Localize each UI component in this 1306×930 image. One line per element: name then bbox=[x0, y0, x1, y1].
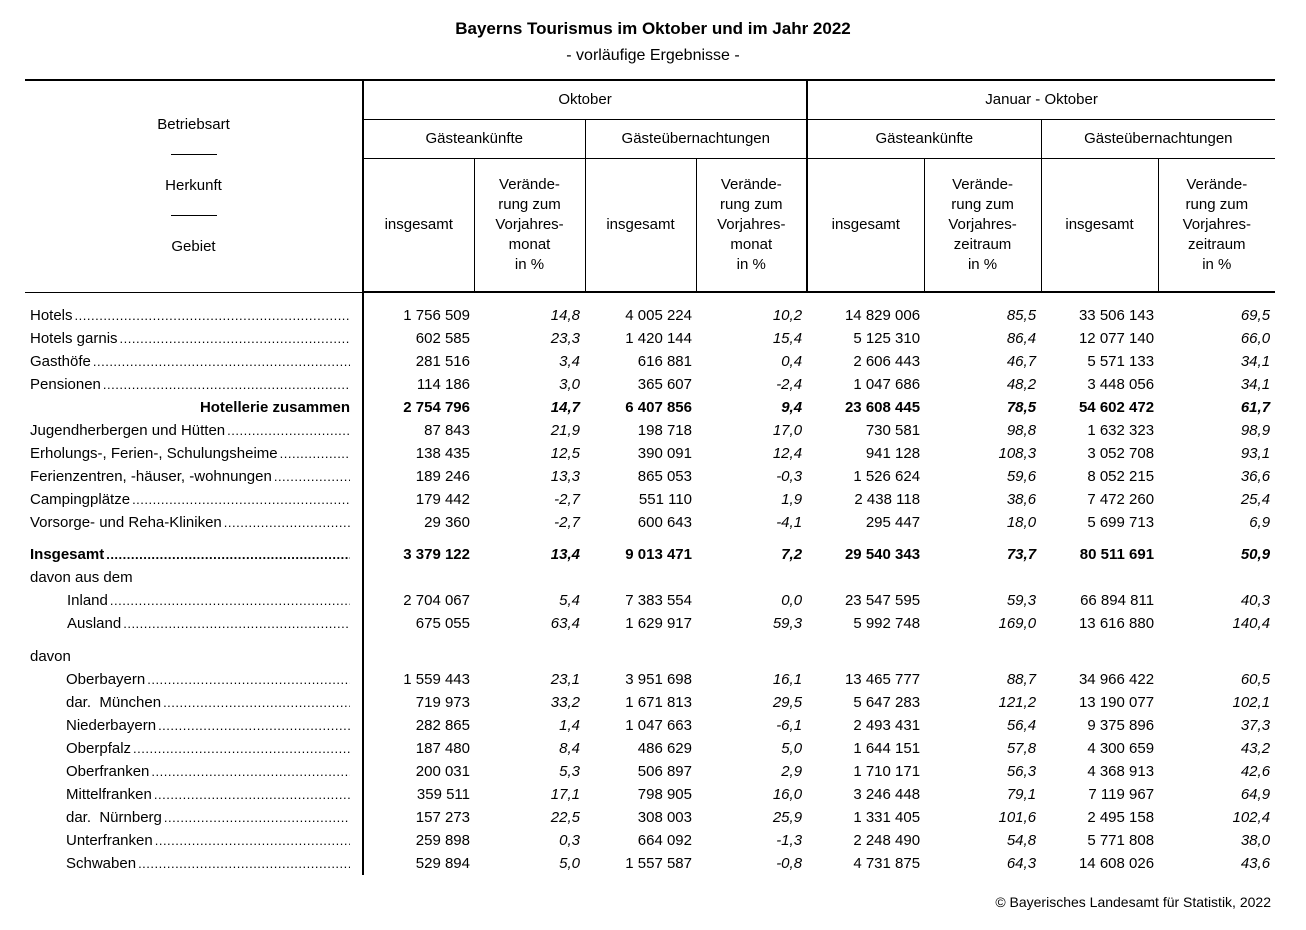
change-cell: 169,0 bbox=[998, 615, 1037, 632]
row-label: Schwaben ..... bbox=[25, 852, 363, 875]
value-cell: 23 547 595 bbox=[844, 592, 921, 609]
value-cell: 179 442 bbox=[415, 491, 470, 508]
value-cell: 13 190 077 bbox=[1078, 694, 1155, 711]
table-row bbox=[25, 465, 1275, 488]
change-cell: 0,0 bbox=[781, 592, 803, 609]
change-cell: 5,0 bbox=[559, 855, 580, 872]
table-row bbox=[25, 691, 1275, 714]
value-cell: 198 718 bbox=[637, 422, 692, 439]
value-cell: 187 480 bbox=[415, 740, 470, 757]
change-cell: 57,8 bbox=[1006, 740, 1037, 757]
row-label: Oberbayern ..... bbox=[25, 668, 363, 691]
change-cell: 59,3 bbox=[1006, 592, 1037, 609]
change-cell: 73,7 bbox=[1006, 546, 1037, 563]
row-label: Mittelfranken ..... bbox=[25, 783, 363, 806]
row-label: Vorsorge- und Reha-Kliniken ..... bbox=[25, 511, 363, 534]
change-cell: 37,3 bbox=[1240, 717, 1271, 734]
change-cell: 2,9 bbox=[781, 763, 803, 780]
spacer-row bbox=[25, 534, 1275, 543]
value-cell: 865 053 bbox=[637, 468, 692, 485]
value-cell: 1 644 151 bbox=[853, 740, 921, 757]
value-cell: 66 894 811 bbox=[1080, 592, 1155, 609]
change-cell bbox=[924, 645, 1041, 668]
value-cell: 9 013 471 bbox=[625, 546, 692, 563]
change-cell: 140,4 bbox=[1232, 615, 1271, 632]
value-cell: 54 602 472 bbox=[1078, 399, 1155, 416]
table-row bbox=[25, 543, 1275, 566]
table-row bbox=[25, 783, 1275, 806]
change-cell: 29,5 bbox=[772, 694, 803, 711]
leader-dots bbox=[274, 465, 350, 488]
leader-dots bbox=[224, 511, 350, 534]
value-cell: 157 273 bbox=[415, 809, 470, 826]
value-cell: 13 616 880 bbox=[1078, 615, 1155, 632]
table-row bbox=[25, 806, 1275, 829]
change-cell: 3,4 bbox=[559, 353, 580, 370]
leader-dots bbox=[103, 373, 350, 396]
change-cell: 16,0 bbox=[772, 786, 803, 803]
change-cell: 0,3 bbox=[559, 832, 580, 849]
value-cell: 2 248 490 bbox=[853, 832, 921, 849]
col-header-change: Verände- rung zum Vorjahres- monat in % bbox=[474, 159, 585, 293]
leader-dots bbox=[151, 760, 350, 783]
row-label: davon aus dem bbox=[25, 566, 363, 589]
change-cell: 98,8 bbox=[1006, 422, 1037, 439]
change-cell: 34,1 bbox=[1240, 353, 1271, 370]
stub-herkunft: Herkunft bbox=[165, 177, 222, 195]
row-label: Ferienzentren, -häuser, -wohnungen ..... bbox=[25, 465, 363, 488]
value-cell: 5 125 310 bbox=[853, 330, 921, 347]
value-cell: 551 110 bbox=[638, 491, 692, 508]
table-row bbox=[25, 760, 1275, 783]
value-cell: 730 581 bbox=[865, 422, 921, 439]
stub-betriebsart: Betriebsart bbox=[157, 116, 230, 134]
change-cell: 1,4 bbox=[559, 717, 580, 734]
page-subtitle: - vorläufige Ergebnisse - bbox=[566, 47, 740, 64]
value-cell: 602 585 bbox=[415, 330, 470, 347]
value-cell: 189 246 bbox=[415, 468, 470, 485]
change-cell: 10,2 bbox=[772, 307, 803, 324]
change-cell: 93,1 bbox=[1240, 445, 1271, 462]
change-cell: -2,7 bbox=[554, 514, 580, 531]
leader-dots bbox=[93, 350, 350, 373]
spacer-row bbox=[25, 292, 1275, 304]
value-cell: 8 052 215 bbox=[1087, 468, 1155, 485]
row-label: Hotels ..... bbox=[25, 304, 363, 327]
leader-dots bbox=[227, 419, 350, 442]
table-row bbox=[25, 589, 1275, 612]
change-cell: 86,4 bbox=[1006, 330, 1037, 347]
value-cell: 1 331 405 bbox=[853, 809, 921, 826]
value-cell bbox=[1041, 566, 1158, 589]
value-cell: 486 629 bbox=[637, 740, 692, 757]
leader-dots bbox=[123, 612, 350, 635]
change-cell: 79,1 bbox=[1006, 786, 1037, 803]
leader-dots bbox=[163, 691, 350, 714]
value-cell: 1 629 917 bbox=[625, 615, 692, 632]
leader-dots bbox=[154, 783, 350, 806]
change-cell: 50,9 bbox=[1240, 546, 1271, 563]
value-cell: 23 608 445 bbox=[844, 399, 921, 416]
value-cell: 1 047 663 bbox=[625, 717, 692, 734]
change-cell: -0,3 bbox=[776, 468, 803, 485]
copyright-footer: © Bayerisches Landesamt für Statistik, 2022 bbox=[995, 894, 1271, 910]
value-cell: 1 557 587 bbox=[625, 855, 692, 872]
change-cell: 43,6 bbox=[1240, 855, 1271, 872]
change-cell: 7,2 bbox=[781, 546, 803, 563]
row-label: Gasthöfe ..... bbox=[25, 350, 363, 373]
value-cell: 5 992 748 bbox=[853, 615, 921, 632]
value-cell: 941 128 bbox=[865, 445, 921, 462]
value-cell: 2 704 067 bbox=[403, 592, 470, 609]
value-cell: 281 516 bbox=[415, 353, 470, 370]
change-cell: 43,2 bbox=[1240, 740, 1271, 757]
value-cell: 12 077 140 bbox=[1078, 330, 1155, 347]
oct-overnights-header: Gästeübernachtungen bbox=[585, 120, 807, 159]
leader-dots bbox=[147, 668, 350, 691]
change-cell: 88,7 bbox=[1006, 671, 1037, 688]
row-label: Erholungs-, Ferien-, Schulungsheime ..... bbox=[25, 442, 363, 465]
leader-dots bbox=[155, 829, 350, 852]
table-row bbox=[25, 852, 1275, 875]
row-label: Ausland ..... bbox=[25, 612, 363, 635]
change-cell: 64,3 bbox=[1006, 855, 1037, 872]
change-cell: 14,7 bbox=[550, 399, 580, 416]
ytd-arrivals-header: Gästeankünfte bbox=[807, 120, 1041, 159]
change-cell: -2,4 bbox=[776, 376, 803, 393]
change-cell: 42,6 bbox=[1240, 763, 1271, 780]
value-cell bbox=[363, 566, 474, 589]
spacer-row bbox=[25, 635, 1275, 645]
change-cell: 56,3 bbox=[1006, 763, 1037, 780]
col-header-change: Verände- rung zum Vorjahres- monat in % bbox=[696, 159, 807, 293]
change-cell: 23,1 bbox=[550, 671, 580, 688]
change-cell: 25,9 bbox=[772, 809, 803, 826]
value-cell: 2 754 796 bbox=[403, 399, 470, 416]
value-cell: 3 951 698 bbox=[625, 671, 692, 688]
change-cell bbox=[1158, 566, 1275, 589]
change-cell: 40,3 bbox=[1240, 592, 1271, 609]
change-cell: 48,2 bbox=[1006, 376, 1037, 393]
value-cell: 3 052 708 bbox=[1087, 445, 1155, 462]
row-label: dar. Nürnberg ..... bbox=[25, 806, 363, 829]
row-label: Niederbayern ..... bbox=[25, 714, 363, 737]
leader-dots bbox=[75, 304, 350, 327]
change-cell: 38,6 bbox=[1006, 491, 1037, 508]
change-cell: 69,5 bbox=[1240, 307, 1271, 324]
value-cell: 798 905 bbox=[637, 786, 692, 803]
change-cell: 5,0 bbox=[781, 740, 803, 757]
value-cell: 4 731 875 bbox=[853, 855, 921, 872]
leader-dots bbox=[158, 714, 350, 737]
leader-dots bbox=[132, 488, 350, 511]
ytd-overnights-header: Gästeübernachtungen bbox=[1041, 120, 1275, 159]
value-cell: 3 379 122 bbox=[403, 546, 470, 563]
value-cell bbox=[1041, 645, 1158, 668]
leader-dots bbox=[138, 852, 350, 875]
change-cell: 0,4 bbox=[781, 353, 803, 370]
table-row bbox=[25, 566, 1275, 589]
value-cell bbox=[585, 566, 696, 589]
change-cell bbox=[474, 645, 585, 668]
value-cell: 4 300 659 bbox=[1087, 740, 1155, 757]
row-label: Inland ..... bbox=[25, 589, 363, 612]
change-cell: 36,6 bbox=[1240, 468, 1271, 485]
value-cell: 529 894 bbox=[415, 855, 470, 872]
table-body bbox=[25, 292, 1275, 875]
row-label: Hotellerie zusammen bbox=[25, 396, 363, 419]
row-label: Unterfranken ..... bbox=[25, 829, 363, 852]
value-cell: 2 438 118 bbox=[854, 491, 921, 508]
change-cell: -4,1 bbox=[776, 514, 803, 531]
change-cell: 23,3 bbox=[550, 330, 580, 347]
value-cell: 7 472 260 bbox=[1087, 491, 1155, 508]
tourism-table bbox=[25, 79, 1275, 875]
table-row bbox=[25, 350, 1275, 373]
value-cell: 1 756 509 bbox=[403, 307, 470, 324]
row-label: dar. München ..... bbox=[25, 691, 363, 714]
change-cell: 121,2 bbox=[998, 694, 1037, 711]
change-cell: 61,7 bbox=[1240, 399, 1271, 416]
change-cell: 38,0 bbox=[1240, 832, 1271, 849]
value-cell: 1 559 443 bbox=[403, 671, 470, 688]
col-header-total: insgesamt bbox=[363, 159, 474, 293]
value-cell: 282 865 bbox=[415, 717, 470, 734]
row-label: Jugendherbergen und Hütten ..... bbox=[25, 419, 363, 442]
change-cell: 3,0 bbox=[559, 376, 580, 393]
row-label: Hotels garnis ..... bbox=[25, 327, 363, 350]
value-cell: 13 465 777 bbox=[844, 671, 921, 688]
value-cell: 7 119 967 bbox=[1088, 786, 1155, 803]
value-cell: 4 368 913 bbox=[1087, 763, 1155, 780]
change-cell: 12,4 bbox=[772, 445, 803, 462]
table-row bbox=[25, 373, 1275, 396]
value-cell: 9 375 896 bbox=[1087, 717, 1155, 734]
row-label: Campingplätze ..... bbox=[25, 488, 363, 511]
leader-dots bbox=[133, 737, 350, 760]
value-cell: 29 360 bbox=[424, 514, 470, 531]
change-cell: 1,9 bbox=[781, 491, 803, 508]
change-cell: 12,5 bbox=[550, 445, 580, 462]
oct-arrivals-header: Gästeankünfte bbox=[363, 120, 585, 159]
table-row bbox=[25, 488, 1275, 511]
value-cell: 506 897 bbox=[637, 763, 692, 780]
value-cell: 1 632 323 bbox=[1087, 422, 1155, 439]
change-cell: 108,3 bbox=[998, 445, 1037, 462]
change-cell: 64,9 bbox=[1240, 786, 1271, 803]
change-cell: 98,9 bbox=[1240, 422, 1271, 439]
change-cell: 15,4 bbox=[772, 330, 803, 347]
change-cell: 102,1 bbox=[1232, 694, 1271, 711]
value-cell: 87 843 bbox=[424, 422, 470, 439]
change-cell: 14,8 bbox=[550, 307, 580, 324]
stub-gebiet: Gebiet bbox=[171, 238, 216, 256]
change-cell: 18,0 bbox=[1006, 514, 1037, 531]
change-cell: 21,9 bbox=[550, 422, 580, 439]
col-header-change: Verände- rung zum Vorjahres- zeitraum in % bbox=[1158, 159, 1275, 293]
value-cell: 664 092 bbox=[637, 832, 692, 849]
stub-header bbox=[25, 80, 363, 292]
change-cell: 54,8 bbox=[1006, 832, 1037, 849]
change-cell: 13,4 bbox=[550, 546, 580, 563]
table-row bbox=[25, 396, 1275, 419]
value-cell: 29 540 343 bbox=[844, 546, 921, 563]
value-cell: 14 608 026 bbox=[1078, 855, 1155, 872]
table-row bbox=[25, 327, 1275, 350]
value-cell: 4 005 224 bbox=[625, 307, 692, 324]
change-cell: 78,5 bbox=[1006, 399, 1037, 416]
period-januar-oktober-header: Januar - Oktober bbox=[807, 80, 1275, 120]
change-cell: 9,4 bbox=[781, 399, 803, 416]
period-oktober-header: Oktober bbox=[363, 80, 807, 120]
col-header-total: insgesamt bbox=[1041, 159, 1158, 293]
value-cell: 3 246 448 bbox=[853, 786, 921, 803]
stub-divider bbox=[171, 215, 217, 216]
row-label: Oberpfalz ..... bbox=[25, 737, 363, 760]
value-cell: 365 607 bbox=[637, 376, 692, 393]
change-cell: 34,1 bbox=[1240, 376, 1271, 393]
col-header-total: insgesamt bbox=[807, 159, 924, 293]
table-row bbox=[25, 645, 1275, 668]
value-cell: 1 047 686 bbox=[853, 376, 921, 393]
change-cell: 59,3 bbox=[772, 615, 803, 632]
row-label: Pensionen ..... bbox=[25, 373, 363, 396]
change-cell: 25,4 bbox=[1240, 491, 1271, 508]
value-cell: 6 407 856 bbox=[625, 399, 692, 416]
table-row bbox=[25, 419, 1275, 442]
value-cell: 2 495 158 bbox=[1087, 809, 1155, 826]
change-cell: 13,3 bbox=[550, 468, 580, 485]
change-cell: -2,7 bbox=[554, 491, 580, 508]
value-cell: 34 966 422 bbox=[1078, 671, 1155, 688]
value-cell: 80 511 691 bbox=[1079, 546, 1155, 563]
table-row bbox=[25, 714, 1275, 737]
change-cell: 66,0 bbox=[1240, 330, 1271, 347]
value-cell bbox=[807, 566, 924, 589]
table-row bbox=[25, 612, 1275, 635]
change-cell: 5,4 bbox=[559, 592, 580, 609]
row-label: davon bbox=[25, 645, 363, 668]
change-cell: 46,7 bbox=[1006, 353, 1037, 370]
value-cell bbox=[807, 645, 924, 668]
value-cell: 2 493 431 bbox=[853, 717, 921, 734]
leader-dots bbox=[110, 589, 350, 612]
table-row bbox=[25, 511, 1275, 534]
col-header-total: insgesamt bbox=[585, 159, 696, 293]
value-cell: 5 771 808 bbox=[1087, 832, 1155, 849]
value-cell: 308 003 bbox=[637, 809, 692, 826]
leader-dots bbox=[120, 327, 350, 350]
value-cell: 138 435 bbox=[415, 445, 470, 462]
row-label: Insgesamt ..... bbox=[25, 543, 363, 566]
change-cell: 102,4 bbox=[1232, 809, 1271, 826]
value-cell: 1 526 624 bbox=[853, 468, 921, 485]
page-title: Bayerns Tourismus im Oktober und im Jahr 2022 bbox=[455, 19, 851, 38]
value-cell bbox=[585, 645, 696, 668]
value-cell: 5 647 283 bbox=[853, 694, 921, 711]
change-cell bbox=[924, 566, 1041, 589]
leader-dots bbox=[106, 543, 350, 566]
value-cell: 600 643 bbox=[637, 514, 692, 531]
change-cell: -6,1 bbox=[776, 717, 803, 734]
change-cell: -1,3 bbox=[776, 832, 803, 849]
change-cell: 17,0 bbox=[772, 422, 803, 439]
change-cell: 6,9 bbox=[1249, 514, 1271, 531]
value-cell: 295 447 bbox=[865, 514, 921, 531]
change-cell bbox=[1158, 645, 1275, 668]
change-cell: 16,1 bbox=[772, 671, 803, 688]
table-row bbox=[25, 304, 1275, 327]
value-cell: 616 881 bbox=[637, 353, 692, 370]
table-row bbox=[25, 737, 1275, 760]
change-cell: 63,4 bbox=[550, 615, 580, 632]
value-cell: 5 571 133 bbox=[1087, 353, 1155, 370]
value-cell: 5 699 713 bbox=[1087, 514, 1155, 531]
change-cell bbox=[474, 566, 585, 589]
change-cell bbox=[696, 566, 807, 589]
table-row bbox=[25, 668, 1275, 691]
value-cell: 33 506 143 bbox=[1078, 307, 1155, 324]
change-cell: 101,6 bbox=[998, 809, 1037, 826]
value-cell: 14 829 006 bbox=[844, 307, 921, 324]
change-cell: 85,5 bbox=[1006, 307, 1037, 324]
change-cell: 59,6 bbox=[1006, 468, 1037, 485]
change-cell: 17,1 bbox=[550, 786, 580, 803]
leader-dots bbox=[280, 442, 350, 465]
value-cell: 200 031 bbox=[415, 763, 470, 780]
change-cell: -0,8 bbox=[776, 855, 803, 872]
value-cell: 2 606 443 bbox=[853, 353, 921, 370]
change-cell bbox=[696, 645, 807, 668]
change-cell: 8,4 bbox=[559, 740, 580, 757]
value-cell bbox=[363, 645, 474, 668]
value-cell: 1 671 813 bbox=[625, 694, 692, 711]
change-cell: 33,2 bbox=[550, 694, 580, 711]
value-cell: 114 186 bbox=[416, 376, 470, 393]
row-label: Oberfranken ..... bbox=[25, 760, 363, 783]
change-cell: 56,4 bbox=[1006, 717, 1037, 734]
change-cell: 60,5 bbox=[1240, 671, 1271, 688]
table-row bbox=[25, 829, 1275, 852]
change-cell: 22,5 bbox=[550, 809, 580, 826]
value-cell: 675 055 bbox=[415, 615, 470, 632]
value-cell: 1 710 171 bbox=[853, 763, 921, 780]
table-row bbox=[25, 442, 1275, 465]
change-cell: 5,3 bbox=[559, 763, 580, 780]
value-cell: 390 091 bbox=[637, 445, 692, 462]
value-cell: 259 898 bbox=[415, 832, 470, 849]
value-cell: 1 420 144 bbox=[625, 330, 692, 347]
leader-dots bbox=[164, 806, 350, 829]
value-cell: 7 383 554 bbox=[625, 592, 692, 609]
value-cell: 719 973 bbox=[415, 694, 470, 711]
value-cell: 359 511 bbox=[416, 786, 470, 803]
col-header-change: Verände- rung zum Vorjahres- zeitraum in % bbox=[924, 159, 1041, 293]
stub-divider bbox=[171, 154, 217, 155]
value-cell: 3 448 056 bbox=[1087, 376, 1155, 393]
